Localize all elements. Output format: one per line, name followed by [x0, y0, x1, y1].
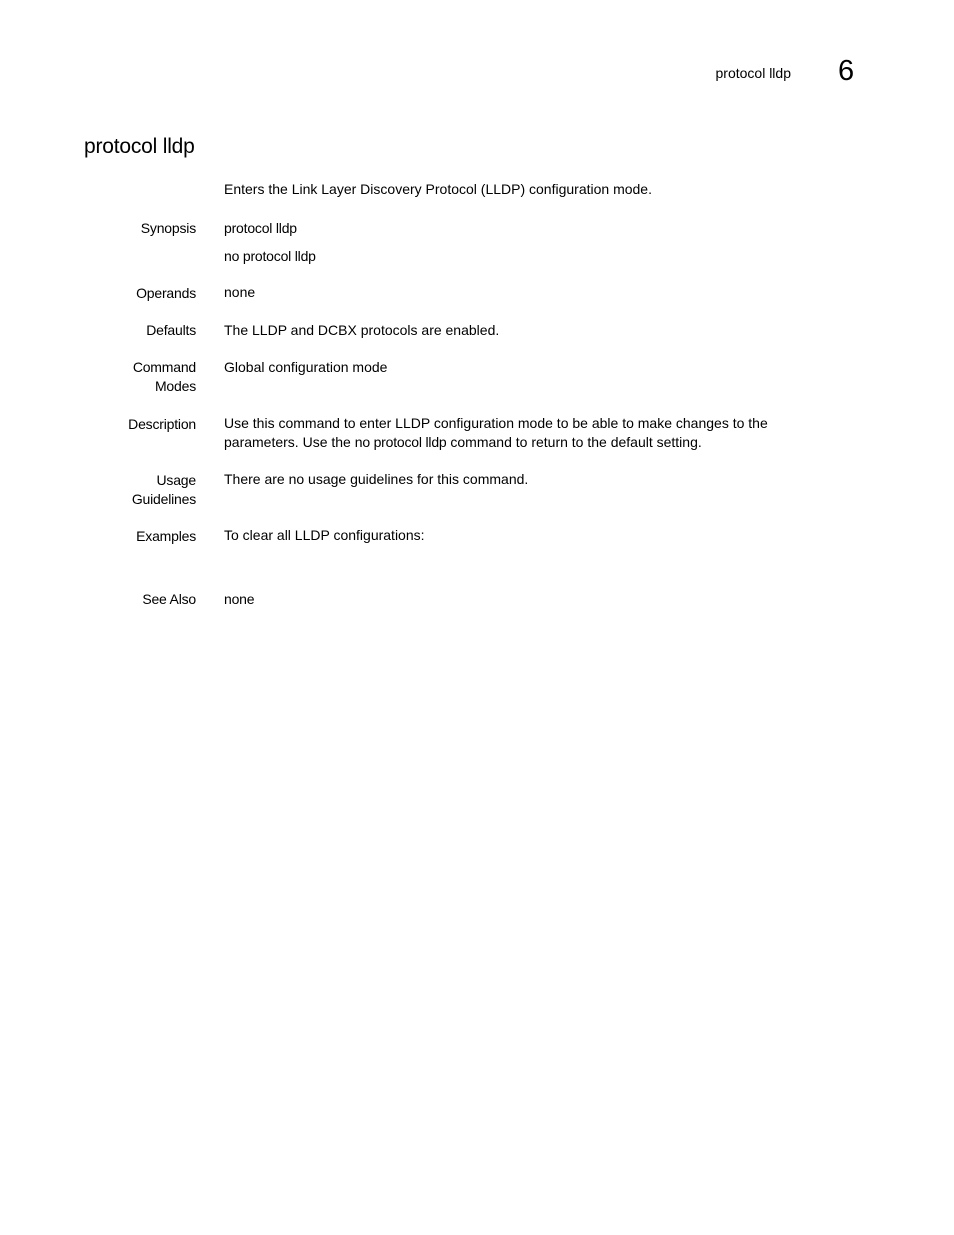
description-line2-after: command to return to the default setting. — [446, 434, 702, 450]
description-line2-before: parameters. Use the — [224, 434, 355, 450]
description-line2 — [224, 433, 844, 452]
description-line1: Use this command to enter LLDP configuration mode to be able to make changes to the — [224, 415, 768, 431]
synopsis-label: Synopsis — [140, 220, 196, 236]
synopsis-command: protocol lldp — [224, 220, 297, 236]
description-label: Description — [128, 416, 196, 432]
command-modes-label-line1: Command — [132, 359, 196, 375]
operands-text: none — [224, 284, 256, 300]
defaults-text: The LLDP and DCBX protocols are enabled. — [224, 322, 500, 338]
page-title: protocol lldp — [84, 135, 195, 158]
defaults-label: Defaults — [146, 322, 196, 338]
examples-text: To clear all LLDP configurations: — [224, 527, 425, 543]
command-modes-text: Global configuration mode — [224, 359, 388, 375]
chapter-number: 6 — [838, 55, 855, 87]
description-inline-command: no protocol lldp — [354, 434, 447, 450]
running-header-title: protocol lldp — [715, 65, 791, 81]
see-also-text: none — [224, 591, 255, 607]
examples-label: Examples — [136, 528, 196, 544]
usage-guidelines-text: There are no usage guidelines for this command. — [224, 471, 529, 487]
command-modes-label-line2: Modes — [154, 378, 196, 394]
synopsis-negation-command: no protocol lldp — [224, 248, 316, 264]
command-modes-label — [133, 358, 196, 396]
see-also-label: See Also — [142, 591, 196, 607]
usage-guidelines-label — [132, 471, 196, 509]
operands-label: Operands — [136, 285, 196, 301]
usage-guidelines-label-line2: Guidelines — [131, 491, 196, 507]
usage-guidelines-label-line1: Usage — [156, 472, 196, 488]
description-text — [224, 414, 844, 452]
intro-text: Enters the Link Layer Discovery Protocol (LLDP) configuration mode. — [224, 181, 652, 197]
